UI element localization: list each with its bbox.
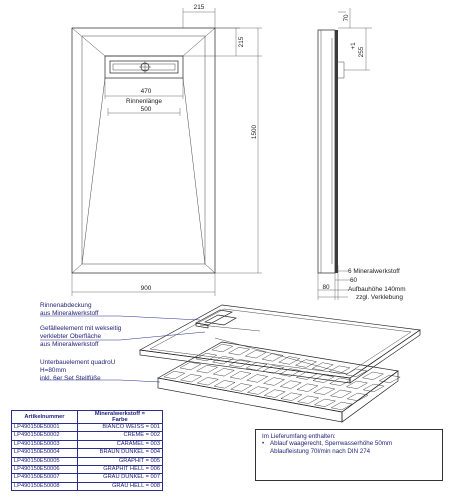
assembly-view bbox=[40, 302, 420, 422]
side-view bbox=[318, 8, 406, 301]
label-slope-3: aus Mineralwerkstoff bbox=[40, 341, 99, 348]
article-color: GRAU HELL = 008 bbox=[77, 482, 162, 490]
article-color: BIANCO WEISS = 001 bbox=[77, 424, 162, 432]
tray-inner-rim bbox=[150, 309, 411, 374]
side-body bbox=[318, 30, 335, 273]
grid-cell bbox=[231, 384, 252, 392]
base-grid-cells bbox=[164, 344, 400, 410]
base-front bbox=[158, 378, 342, 422]
side-mineral-label: 6 Mineralwerkstoff bbox=[348, 268, 400, 275]
grid-cell bbox=[362, 372, 383, 380]
article-number: LP490150E50008 bbox=[12, 482, 78, 490]
delivery-box bbox=[255, 429, 443, 481]
article-number: LP490150E50007 bbox=[12, 474, 78, 482]
base-element bbox=[158, 342, 400, 422]
drain-insert bbox=[205, 315, 236, 325]
label-cover-2: aus Mineralwerkstoff bbox=[40, 310, 99, 317]
header-article: Artikelnummer bbox=[12, 411, 78, 424]
side-bonding: zzgl. Verklebung bbox=[356, 294, 403, 301]
dim-side-depth: 255 bbox=[358, 46, 365, 58]
grid-cell bbox=[314, 399, 335, 407]
table-row bbox=[12, 474, 163, 482]
article-color: GRAU DUNKEL = 007 bbox=[77, 474, 162, 482]
delivery-item: • Ablauf waagerecht, Sperrwasserhöhe 50mm bbox=[262, 440, 436, 447]
grid-cell bbox=[330, 390, 351, 398]
grid-cell bbox=[347, 393, 368, 401]
article-number: LP490150E50003 bbox=[12, 440, 78, 448]
slope-left bbox=[82, 78, 105, 264]
delivery-title: Im Lieferumfang enthalten: bbox=[262, 433, 336, 440]
dim-top-width: 215 bbox=[193, 4, 205, 11]
grid-cell bbox=[298, 396, 319, 404]
dim-drain-width: 470 bbox=[140, 88, 152, 95]
slope-corner-br bbox=[205, 264, 215, 273]
article-color: GRAPHIT = 005 bbox=[77, 457, 162, 465]
grid-cell bbox=[331, 402, 352, 410]
article-color: GRAPHIT HELL = 006 bbox=[77, 466, 162, 474]
table-row bbox=[12, 466, 163, 474]
grid-cell bbox=[262, 353, 283, 361]
table-row bbox=[12, 432, 163, 440]
slope-right bbox=[183, 78, 205, 264]
grid-cell bbox=[264, 378, 285, 386]
grid-cell bbox=[247, 375, 268, 383]
grid-cell bbox=[297, 384, 318, 392]
dim-side-base: 80 bbox=[322, 284, 330, 291]
dim-channel-length: 500 bbox=[140, 106, 152, 113]
article-number: LP490150E50006 bbox=[12, 466, 78, 474]
article-number: LP490150E50002 bbox=[12, 432, 78, 440]
header-material: Mineralwerkstoff = Farbe bbox=[77, 411, 162, 424]
grid-cell bbox=[164, 371, 185, 379]
table-row bbox=[12, 449, 163, 457]
channel-length-label: Rinnenlänge bbox=[126, 98, 162, 105]
grid-cell bbox=[214, 380, 235, 388]
tray-side bbox=[350, 330, 420, 383]
tray-outline bbox=[72, 28, 215, 273]
side-build-height: Aufbauhöhe 140mm bbox=[348, 286, 406, 293]
table-row bbox=[12, 424, 163, 432]
label-cover-1: Rinnenabdeckung bbox=[40, 302, 92, 309]
grid-cell bbox=[248, 387, 269, 395]
slope-top bbox=[72, 28, 215, 56]
grid-cell bbox=[197, 377, 218, 385]
side-mineral-layer bbox=[335, 30, 338, 273]
base-side bbox=[342, 371, 398, 422]
grid-cell bbox=[197, 365, 218, 373]
table-header-row bbox=[12, 411, 163, 424]
article-color: BRAUN DUNKEL = 004 bbox=[77, 449, 162, 457]
dim-top-offset: 215 bbox=[238, 36, 245, 48]
slope-corner-bl bbox=[72, 264, 82, 273]
article-table bbox=[11, 410, 163, 491]
dim-side-top: 70 bbox=[343, 14, 350, 22]
dim-total-length: 1500 bbox=[251, 124, 258, 140]
plan-view bbox=[72, 4, 262, 296]
label-base-3: inkl. 6er Set Stellfüße bbox=[40, 375, 101, 382]
grid-cell bbox=[229, 347, 250, 355]
label-base-2: H=80mm bbox=[40, 367, 67, 374]
grid-cell bbox=[280, 381, 301, 389]
grid-cell bbox=[245, 350, 266, 358]
slope-element bbox=[140, 305, 420, 383]
article-color: CARAMEL = 003 bbox=[77, 440, 162, 448]
tray-slope-line bbox=[200, 325, 260, 331]
grid-cell bbox=[281, 393, 302, 401]
dim-total-width: 900 bbox=[140, 285, 152, 292]
table-row bbox=[12, 457, 163, 465]
grid-cell bbox=[363, 384, 384, 392]
label-slope-1: Gefälleelement mit wekseitig bbox=[40, 325, 122, 332]
article-color: CREME = 002 bbox=[77, 432, 162, 440]
delivery-item-detail: Ablaufleistung 70l/min nach DIN 274 bbox=[270, 447, 371, 455]
grid-cell bbox=[212, 344, 233, 352]
base-top bbox=[158, 342, 398, 412]
article-number: LP490150E50004 bbox=[12, 449, 78, 457]
table-row bbox=[12, 482, 163, 490]
article-number: LP490150E50005 bbox=[12, 457, 78, 465]
grid-cell bbox=[346, 381, 367, 389]
grid-cell bbox=[329, 366, 350, 374]
grid-cell bbox=[181, 374, 202, 382]
label-base-1: Unterbauelement quadroU bbox=[40, 359, 116, 366]
grid-cell bbox=[180, 362, 201, 370]
grid-cell bbox=[213, 368, 234, 376]
table-row bbox=[12, 440, 163, 448]
dim-side-plus-one: +1 bbox=[350, 42, 357, 50]
label-slope-2: verklebter Oberfläche bbox=[40, 333, 102, 340]
article-number: LP490150E50001 bbox=[12, 424, 78, 432]
tray-front bbox=[140, 350, 350, 383]
grid-cell bbox=[230, 371, 251, 379]
dim-side-gap: 60 bbox=[350, 277, 358, 284]
grid-cell bbox=[314, 387, 335, 395]
grid-cell bbox=[264, 390, 285, 398]
